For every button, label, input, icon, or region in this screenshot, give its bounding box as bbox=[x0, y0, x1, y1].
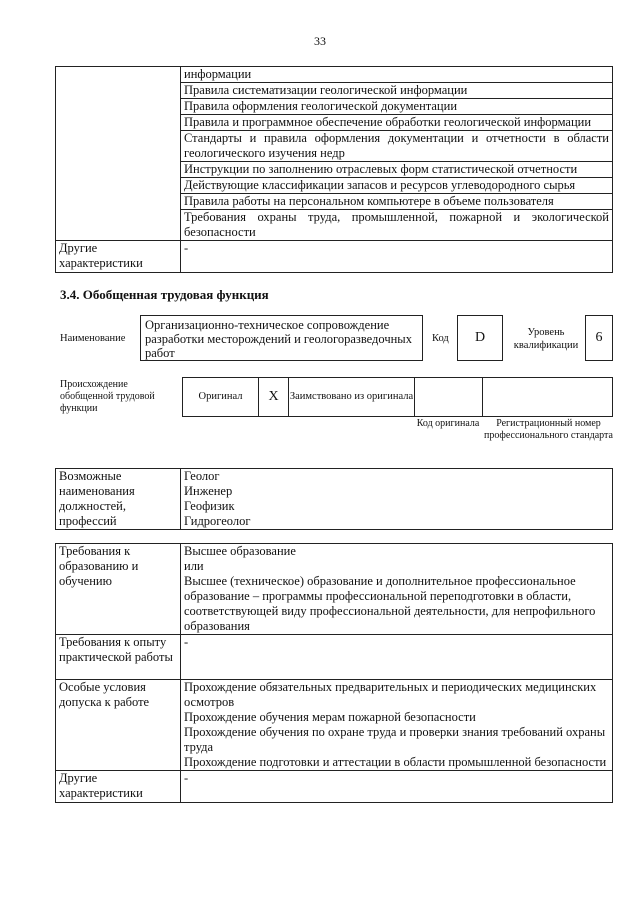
knowledge-row: Правила и программное обеспечение обработки геологической информации bbox=[181, 115, 613, 131]
knowledge-row: Стандарты и правила оформления документации и отчетности в области геологического изучения недр bbox=[181, 131, 613, 162]
knowledge-left-cell bbox=[56, 67, 181, 241]
condition-line: Прохождение обязательных предварительных и периодических медицинских осмотров bbox=[184, 680, 597, 709]
knowledge-table bbox=[55, 66, 613, 273]
position-item: Инженер bbox=[184, 484, 233, 498]
other-characteristics-value: - bbox=[181, 241, 613, 273]
experience-value: - bbox=[181, 635, 613, 680]
education-line: или bbox=[184, 559, 204, 573]
name-value: Организационно-техническое сопровождение разработки месторождений и геологоразведочных работ bbox=[140, 315, 423, 361]
knowledge-row: Инструкции по заполнению отраслевых форм статистической отчетности bbox=[181, 162, 613, 178]
reg-caption: Регистрационный номер профессионального стандарта bbox=[484, 418, 613, 441]
knowledge-row: Правила оформления геологической документации bbox=[181, 99, 613, 115]
conditions-value bbox=[181, 680, 613, 771]
condition-line: Прохождение обучения по охране труда и проверки знания требований охраны труда bbox=[184, 725, 606, 754]
code-caption: Код оригинала bbox=[416, 418, 480, 429]
code-value: D bbox=[457, 315, 503, 361]
origin-row bbox=[182, 377, 613, 417]
knowledge-row: Правила систематизации геологической информации bbox=[181, 83, 613, 99]
other-characteristics-label-2: Другие характеристики bbox=[56, 771, 181, 803]
level-value: 6 bbox=[585, 315, 613, 361]
experience-label: Требования к опыту практической работы bbox=[56, 635, 181, 680]
borrowed-label: Заимствовано из оригинала bbox=[289, 378, 415, 416]
knowledge-row: информации bbox=[181, 67, 613, 83]
original-label: Оригинал bbox=[183, 378, 259, 416]
condition-line: Прохождение обучения мерам пожарной безопасности bbox=[184, 710, 476, 724]
code-label: Код bbox=[432, 333, 449, 344]
positions-label: Возможные наименования должностей, профессий bbox=[56, 469, 181, 530]
original-mark: X bbox=[259, 378, 289, 416]
name-label: Наименование bbox=[60, 333, 126, 344]
education-line: Высшее (техническое) образование и дополнительное профессиональное образование – программы профессиональной переподготовки в области, соответствующей виду профессиональной деятельности, для непрофильного образования bbox=[184, 574, 596, 633]
knowledge-row: Действующие классификации запасов и ресурсов углеводородного сырья bbox=[181, 178, 613, 194]
condition-line: Прохождение подготовки и аттестации в области промышленной безопасности bbox=[184, 755, 607, 769]
positions-list bbox=[181, 469, 613, 530]
education-label: Требования к образованию и обучению bbox=[56, 544, 181, 635]
conditions-label: Особые условия допуска к работе bbox=[56, 680, 181, 771]
positions-table bbox=[55, 468, 613, 530]
position-item: Геофизик bbox=[184, 499, 235, 513]
original-code-cell bbox=[415, 378, 483, 416]
knowledge-row: Требования охраны труда, промышленной, пожарной и экологической безопасности bbox=[181, 210, 613, 241]
position-item: Гидрогеолог bbox=[184, 514, 251, 528]
position-item: Геолог bbox=[184, 469, 220, 483]
other-characteristics-value-2: - bbox=[181, 771, 613, 803]
requirements-table bbox=[55, 543, 613, 803]
section-title: 3.4. Обобщенная трудовая функция bbox=[60, 287, 269, 302]
other-characteristics-label: Другие характеристики bbox=[56, 241, 181, 273]
education-value bbox=[181, 544, 613, 635]
reg-number-cell bbox=[483, 378, 612, 416]
knowledge-row: Правила работы на персональном компьютере в объеме пользователя bbox=[181, 194, 613, 210]
level-label: Уровень квалификации bbox=[513, 327, 579, 351]
education-line: Высшее образование bbox=[184, 544, 296, 558]
origin-label: Происхождение обобщенной трудовой функции bbox=[60, 379, 155, 414]
page-number: 33 bbox=[314, 34, 326, 48]
